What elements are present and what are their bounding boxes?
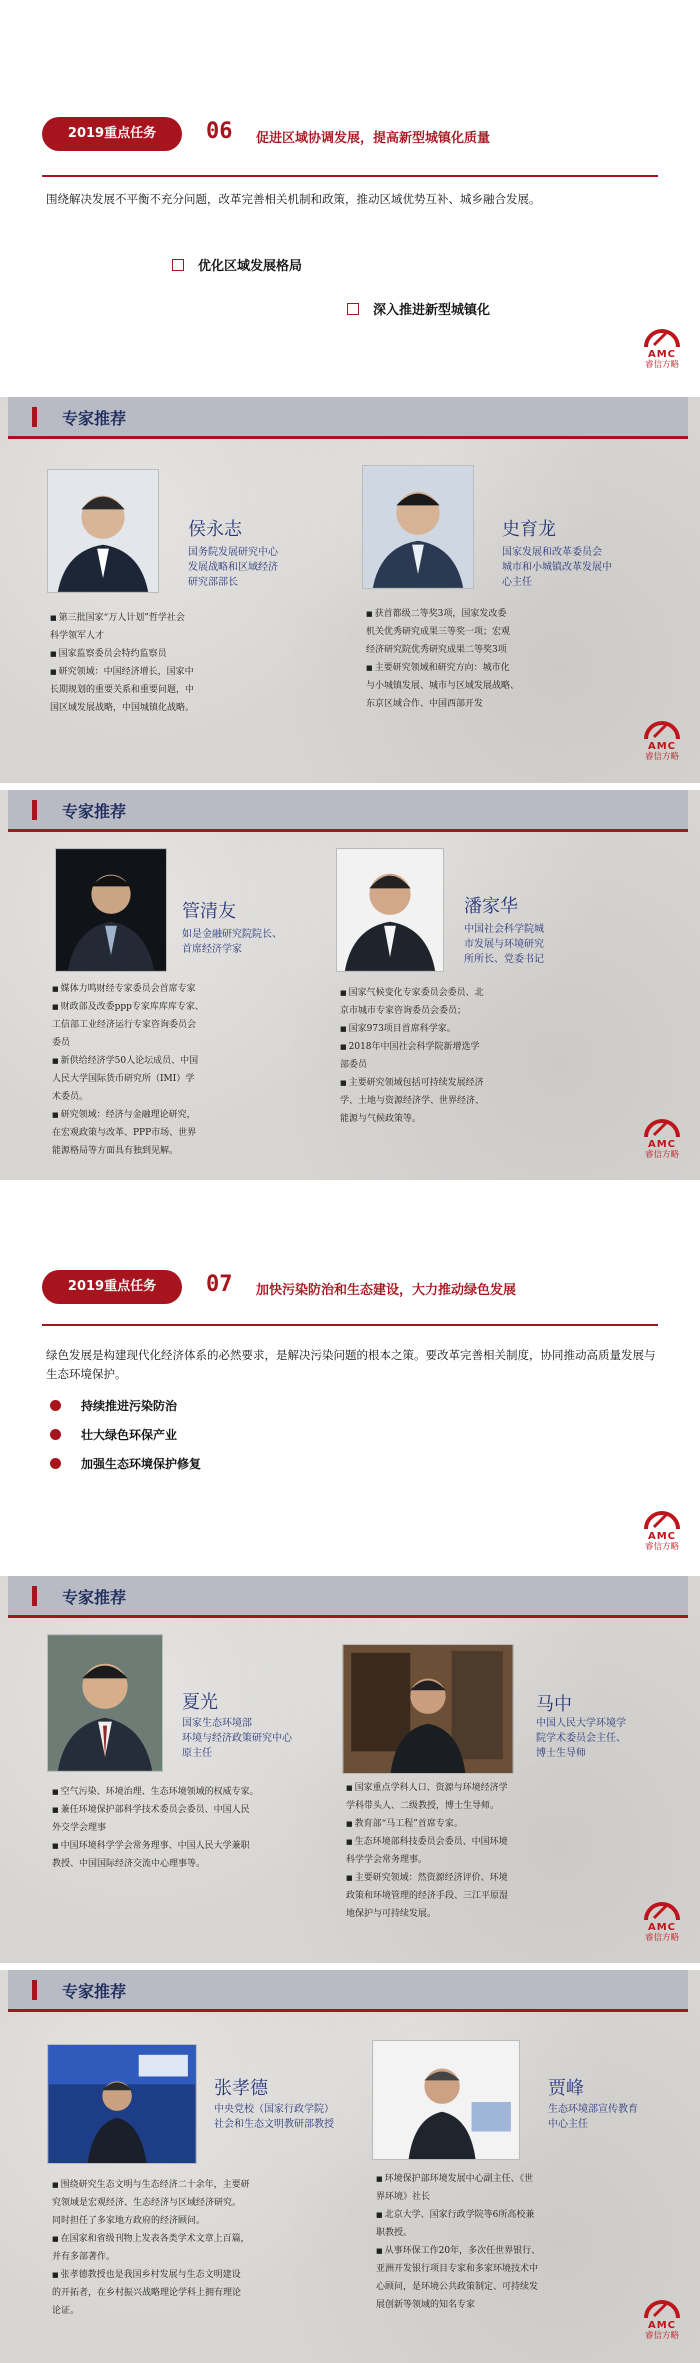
- expert-slide-1: [0, 397, 700, 783]
- section-title: 专家推荐: [62, 1588, 127, 1607]
- task-slide-06: [0, 0, 700, 385]
- checkbox-icon: [172, 259, 184, 271]
- expert-name: 马中: [536, 1694, 572, 1715]
- amc-logo: AMC 睿信方略: [634, 1507, 690, 1553]
- task-number: 06: [206, 119, 233, 144]
- expert-photo: [342, 1644, 514, 1774]
- expert-title: 中央党校（国家行政学院） 社会和生态文明教研部教授: [214, 2104, 334, 2130]
- divider: [42, 1324, 658, 1326]
- expert-title: 中国社会科学院城 市发展与环境研究 所所长、党委书记: [464, 924, 544, 965]
- expert-photo: [47, 469, 159, 593]
- expert-bio: ■ 第三批国家“万人计划”哲学社会 科学领军人才 ■ 国家监察委员会特约监察员 ■ 研究领域：中国经济增长，国家中 长期规划的重要关系和重要问题，中 国区域发展战略，中国城镇化战略。: [50, 609, 194, 717]
- expert-photo: [47, 2044, 197, 2164]
- expert-name: 史育龙: [502, 519, 556, 540]
- amc-logo: AMC 睿信方略: [634, 2296, 690, 2342]
- bullet-icon: [50, 1400, 61, 1411]
- task-intro: 绿色发展是构建现代化经济体系的必然要求，是解决污染问题的根本之策。要改革完善相关制度，协同推动高质量发展与生态环境保护。: [46, 1348, 656, 1381]
- section-title: 专家推荐: [62, 409, 127, 428]
- checkbox-icon: [347, 303, 359, 315]
- expert-bio: ■ 国家气候变化专家委员会委员、北 京市城市专家咨询委员会委员； ■ 国家973项目首席科学家。 ■ 2018年中国社会科学院新增选学 部委员 ■ 主要研究领域包括可持续发展经济 学、土地与资源经济学、世界经济、 能源与气候政策等。: [340, 984, 484, 1128]
- expert-bio: ■ 获首都级二等奖3项，国家发改委 机关优秀研究成果三等奖一项；宏观 经济研究院优秀研究成果二等奖3项 ■ 主要研究领域和研究方向：城市化 与小城镇发展、城市与区域发展战略、 东京区域合作、中国西部开发: [366, 605, 519, 713]
- bullet-icon: [50, 1458, 61, 1469]
- expert-title: 如是金融研究院院长、 首席经济学家: [182, 929, 282, 955]
- task-number: 07: [206, 1272, 233, 1297]
- expert-slide-2: [0, 790, 700, 1180]
- expert-bio: ■ 环境保护部环境发展中心副主任、《世 界环境》社长 ■ 北京大学、国家行政学院等6所高校兼 职教授。 ■ 从事环保工作20年，多次任世界银行、 亚洲开发银行项目专家和多家环境技术中 心顾问，是环境公共政策制定、可持续发 展创新等领域的知名专家: [376, 2170, 540, 2314]
- expert-title: 国家发展和改革委员会 城市和小城镇改革发展中 心主任: [502, 547, 612, 588]
- expert-slide-4: [0, 1970, 700, 2363]
- expert-name: 侯永志: [188, 519, 242, 540]
- section-title: 专家推荐: [62, 1982, 127, 2001]
- expert-name: 管清友: [182, 901, 236, 922]
- section-header: [8, 397, 688, 439]
- expert-name: 张孝德: [214, 2078, 268, 2099]
- task-title: 加快污染防治和生态建设，大力推动绿色发展: [256, 1283, 517, 1298]
- expert-title: 中国人民大学环境学 院学术委员会主任、 博士生导师: [536, 1718, 626, 1759]
- section-title: 专家推荐: [62, 802, 127, 821]
- expert-slide-3: [0, 1576, 700, 1963]
- checklist-item: 优化区域发展格局: [172, 255, 302, 274]
- expert-title: 国务院发展研究中心 发展战略和区域经济 研究部部长: [188, 547, 278, 588]
- expert-photo: [362, 465, 474, 589]
- expert-title: 生态环境部宣传教育 中心主任: [548, 2104, 638, 2130]
- expert-bio: ■ 围绕研究生态文明与生态经济二十余年，主要研 究领域是宏观经济、生态经济与区域经济研究。 同时担任了多家地方政府的经济顾问。 ■ 在国家和省级刊物上发表各类学术文章上百篇， 并有多部著作。 ■ 张孝德教授也是我国乡村发展与生态文明建设 的开拓者，在乡村振兴战略理论学科上拥有理论 论证。: [52, 2176, 250, 2320]
- task-pill: 2019重点任务: [42, 117, 182, 151]
- section-header: [8, 1970, 688, 2012]
- expert-bio: ■ 国家重点学科人口、资源与环境经济学 学科带头人、二级教授，博士生导师。 ■ 教育部“马工程”首席专家。 ■ 生态环境部科技委员会委员、中国环境 科学学会常务理事。 ■ 主要研究领域：然资源经济评价、环境 政策和环境管理的经济手段、三江平原湿 地保护与可持续发展。: [346, 1779, 508, 1923]
- task-bullet: 壮大绿色环保产业: [50, 1426, 177, 1443]
- expert-name: 夏光: [182, 1692, 218, 1713]
- amc-logo: AMC 睿信方略: [634, 717, 690, 763]
- task-intro: 围绕解决发展不平衡不充分问题，改革完善相关机制和政策，推动区域优势互补、城乡融合发展。: [46, 192, 541, 206]
- divider: [42, 175, 658, 177]
- expert-photo: [336, 848, 444, 972]
- section-header: [8, 790, 688, 832]
- expert-title: 国家生态环境部 环境与经济政策研究中心 原主任: [182, 1718, 292, 1759]
- amc-logo: AMC 睿信方略: [634, 325, 690, 371]
- expert-name: 潘家华: [464, 896, 518, 917]
- expert-photo: [55, 848, 167, 972]
- expert-name: 贾峰: [548, 2078, 584, 2099]
- expert-photo: [372, 2040, 520, 2160]
- amc-logo: AMC 睿信方略: [634, 1898, 690, 1944]
- task-slide-07: [0, 1182, 700, 1572]
- task-bullet: 加强生态环境保护修复: [50, 1455, 201, 1472]
- amc-logo: AMC 睿信方略: [634, 1115, 690, 1161]
- section-header: [8, 1576, 688, 1618]
- expert-bio: ■ 媒体力鸣财经专家委员会首席专家 ■ 财政部及改委ppp专家库库库专家、 工信部工业经济运行专家咨询委员会 委员 ■ 新供给经济学50人论坛成员、中国 人民大学国际货币研究所（IMI）学 术委员。 ■ 研究领域：经济与金融理论研究， 在宏观政策与改革、PPP市场、世界 能源格局等方面具有独到见解。: [52, 980, 204, 1160]
- task-title: 促进区域协调发展，提高新型城镇化质量: [256, 131, 491, 146]
- expert-bio: ■ 空气污染、环境治理、生态环境领域的权威专家。 ■ 兼任环境保护部科学技术委员会委员、中国人民 外交学会理事 ■ 中国环境科学学会常务理事、中国人民大学兼职 教授、中国国际经济交流中心理事等。: [52, 1783, 259, 1873]
- task-pill: 2019重点任务: [42, 1270, 182, 1304]
- bullet-icon: [50, 1429, 61, 1440]
- checklist-item: 深入推进新型城镇化: [347, 299, 490, 318]
- task-bullet: 持续推进污染防治: [50, 1397, 177, 1414]
- expert-photo: [47, 1634, 163, 1772]
